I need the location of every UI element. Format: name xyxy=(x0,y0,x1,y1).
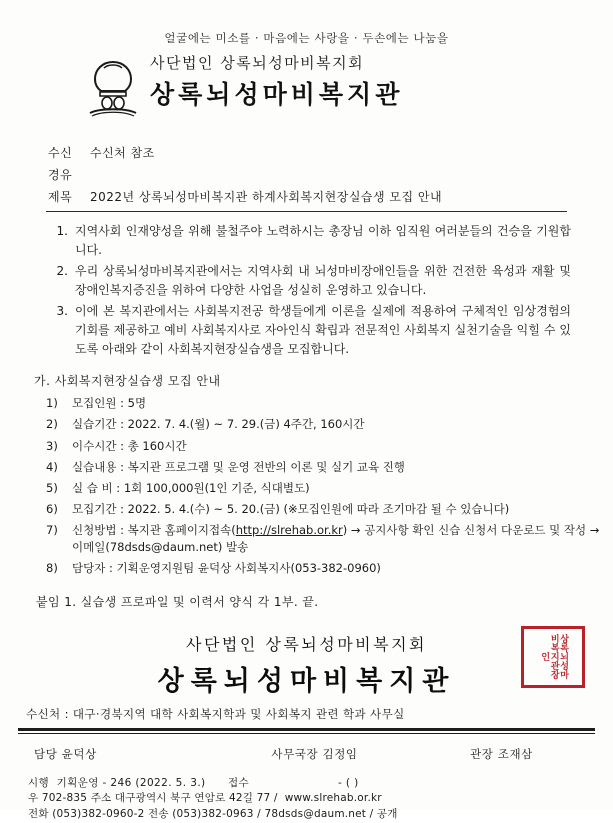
detail-value: 복지관 프로그램 및 운영 전반의 이론 및 실기 교육 진행 xyxy=(127,459,405,474)
header-org-name-big: 상록뇌성마비복지관 xyxy=(150,80,404,109)
meta-receive-label: 접수 xyxy=(228,776,250,789)
detail-item-contact xyxy=(46,560,613,577)
detail-value: 1회 100,000원(1인 기준, 식대별도) xyxy=(123,480,310,495)
detail-text xyxy=(72,480,613,497)
meta-receive-value: - ( ) xyxy=(338,776,359,789)
detail-item-fee xyxy=(46,480,613,497)
tree-logo-icon xyxy=(82,58,144,120)
detail-label: 실습내용 : xyxy=(72,459,128,474)
detail-marker: 7) xyxy=(46,523,58,538)
paragraph-marker: 1. xyxy=(56,224,68,238)
paragraph-item xyxy=(46,302,571,358)
detail-label: 이수시간 : xyxy=(72,438,128,453)
meta-doc-row xyxy=(18,776,595,792)
detail-label: 모집인원 : xyxy=(72,396,128,411)
detail-item-hours xyxy=(46,438,613,455)
field-row-subject xyxy=(48,188,613,205)
footer-org-block xyxy=(0,632,613,698)
detail-value-pre: 복지관 홈페이지접속( xyxy=(127,523,236,538)
field-label-subject: 제목 xyxy=(48,190,73,204)
official-seal-icon xyxy=(521,626,585,688)
meta-address-text: 우 702-835 주소 대구광역시 북구 연암로 42길 77 / xyxy=(28,792,278,805)
detail-marker: 5) xyxy=(46,480,58,495)
detail-marker: 1) xyxy=(46,396,58,411)
header-divider xyxy=(46,211,567,212)
footer-divider-thin xyxy=(18,733,595,734)
detail-label: 모집기간 : xyxy=(72,502,128,517)
signature-staff: 담당 윤덕상 xyxy=(34,746,97,761)
detail-marker: 3) xyxy=(46,438,58,453)
detail-item-period xyxy=(46,416,613,433)
detail-marker: 6) xyxy=(46,502,58,517)
paragraph-item xyxy=(46,222,571,259)
paragraph-marker: 2. xyxy=(56,264,68,279)
apply-website-link[interactable]: http://slrehab.or.kr xyxy=(235,523,343,538)
detail-item-apply xyxy=(46,522,613,555)
paragraph-text: 이에 본 복지관에서는 사회복지전공 학생들에게 이론을 실제에 적용하여 구체적인 임상경험의 기회를 제공하고 예비 사회복지사로 자아인식 확립과 전문적인 사회복지 실천기술을 익힐 수 있도록 아래와 같이 사회복지현장실습생을 모집합니다. xyxy=(75,304,571,356)
detail-label: 실습기간 : xyxy=(72,417,128,432)
detail-item-recruit-period xyxy=(46,501,613,518)
detail-value: 기획운영지원팀 윤덕상 사회복지사(053-382-0960) xyxy=(116,561,381,576)
header-tagline: 얼굴에는 미소를 · 마음에는 사랑을 · 두손에는 나눔을 xyxy=(164,31,449,45)
field-label-recipient: 수신 xyxy=(48,146,73,160)
section-heading: 가. 사회복지현장실습생 모집 안내 xyxy=(34,374,221,389)
detail-label: 실 습 비 : xyxy=(72,480,124,495)
signature-row xyxy=(18,746,595,762)
meta-doc-value: 기획운영 - 246 (2022. 5. 3.) xyxy=(56,776,206,789)
signature-head: 관장 조재삼 xyxy=(470,746,533,761)
detail-value: 2022. 7. 4.(월) ~ 7. 29.(금) 4주간, 160시간 xyxy=(127,417,365,432)
detail-value: 5명 xyxy=(127,396,147,411)
field-value-recipient: 수신처 참조 xyxy=(90,146,155,160)
field-row-via xyxy=(48,166,613,183)
detail-text xyxy=(72,501,613,518)
detail-text xyxy=(72,395,613,412)
paragraph-text: 지역사회 인재양성을 위해 불철주야 노력하시는 총장님 이하 임직원 여러분들의 건승을 기원합니다. xyxy=(75,224,571,257)
field-value-subject: 2022년 상록뇌성마비복지관 하계사회복지현장실습생 모집 안내 xyxy=(90,190,443,204)
header-org-name-small: 사단법인 상록뇌성마비복지회 xyxy=(150,54,365,72)
field-row-recipient xyxy=(48,144,613,161)
field-list xyxy=(48,144,613,205)
paragraph-text: 우리 상록뇌성마비복지관에서는 지역사회 내 뇌성마비장애인들을 위한 건전한 육성과 재활 및 장애인복지증진을 위하여 다양한 사업을 성실히 운영하고 있습니다. xyxy=(75,264,571,297)
detail-value-post: ) → 공지사항 확인 신습 신청서 다운로드 및 작성 → 이메일(78dsds@daum.net) 발송 xyxy=(72,523,600,554)
paragraph-marker: 3. xyxy=(56,304,68,319)
detail-text xyxy=(72,416,613,433)
signature-director: 사무국장 김정임 xyxy=(271,746,358,761)
detail-item-headcount xyxy=(46,395,613,412)
detail-value: 2022. 5. 4.(수) ~ 5. 20.(금) (※모집인원에 따라 조기마감 될 수 있습니다) xyxy=(127,502,510,517)
field-value-via xyxy=(90,166,613,183)
detail-item-content xyxy=(46,459,613,476)
detail-marker: 2) xyxy=(46,417,58,432)
detail-text xyxy=(72,522,613,555)
detail-marker: 8) xyxy=(46,561,58,576)
attachment-note: 붙임 1. 실습생 프로파일 및 이력서 양식 각 1부. 끝. xyxy=(36,594,319,609)
detail-label: 담당자 : xyxy=(72,561,117,576)
detail-text xyxy=(72,459,613,476)
footer-org-name-small: 사단법인 상록뇌성마비복지회 xyxy=(185,634,427,654)
detail-value: 총 160시간 xyxy=(127,438,187,453)
detail-list xyxy=(46,395,613,577)
meta-address xyxy=(18,791,595,807)
seal-text: 상록뇌성마비복지관장인 xyxy=(539,634,569,680)
footer-recipient-line: 수신처 : 대구·경북지역 대학 사회복지학과 및 사회복지 관련 학과 사무실 xyxy=(26,706,405,721)
detail-marker: 4) xyxy=(46,459,58,474)
meta-website-link[interactable]: www.slrehab.or.kr xyxy=(284,792,382,805)
header-org-block xyxy=(0,52,613,128)
body-paragraphs xyxy=(46,222,571,358)
meta-contact: 전화 (053)382-0960-2 전송 (053)382-0963 / 78dsds@daum.net / 공개 xyxy=(28,808,398,821)
footer-divider-thick xyxy=(18,728,595,731)
meta-doc-label: 시행 xyxy=(28,776,50,789)
field-label-via: 경유 xyxy=(48,168,73,182)
detail-text xyxy=(72,438,613,455)
paragraph-item xyxy=(46,262,571,299)
detail-text xyxy=(72,560,613,577)
footer-org-name-big: 상록뇌성마비복지관 xyxy=(157,665,456,697)
detail-label: 신청방법 : xyxy=(72,523,128,538)
footer-meta xyxy=(18,776,595,823)
meta-doc-no xyxy=(18,776,228,792)
